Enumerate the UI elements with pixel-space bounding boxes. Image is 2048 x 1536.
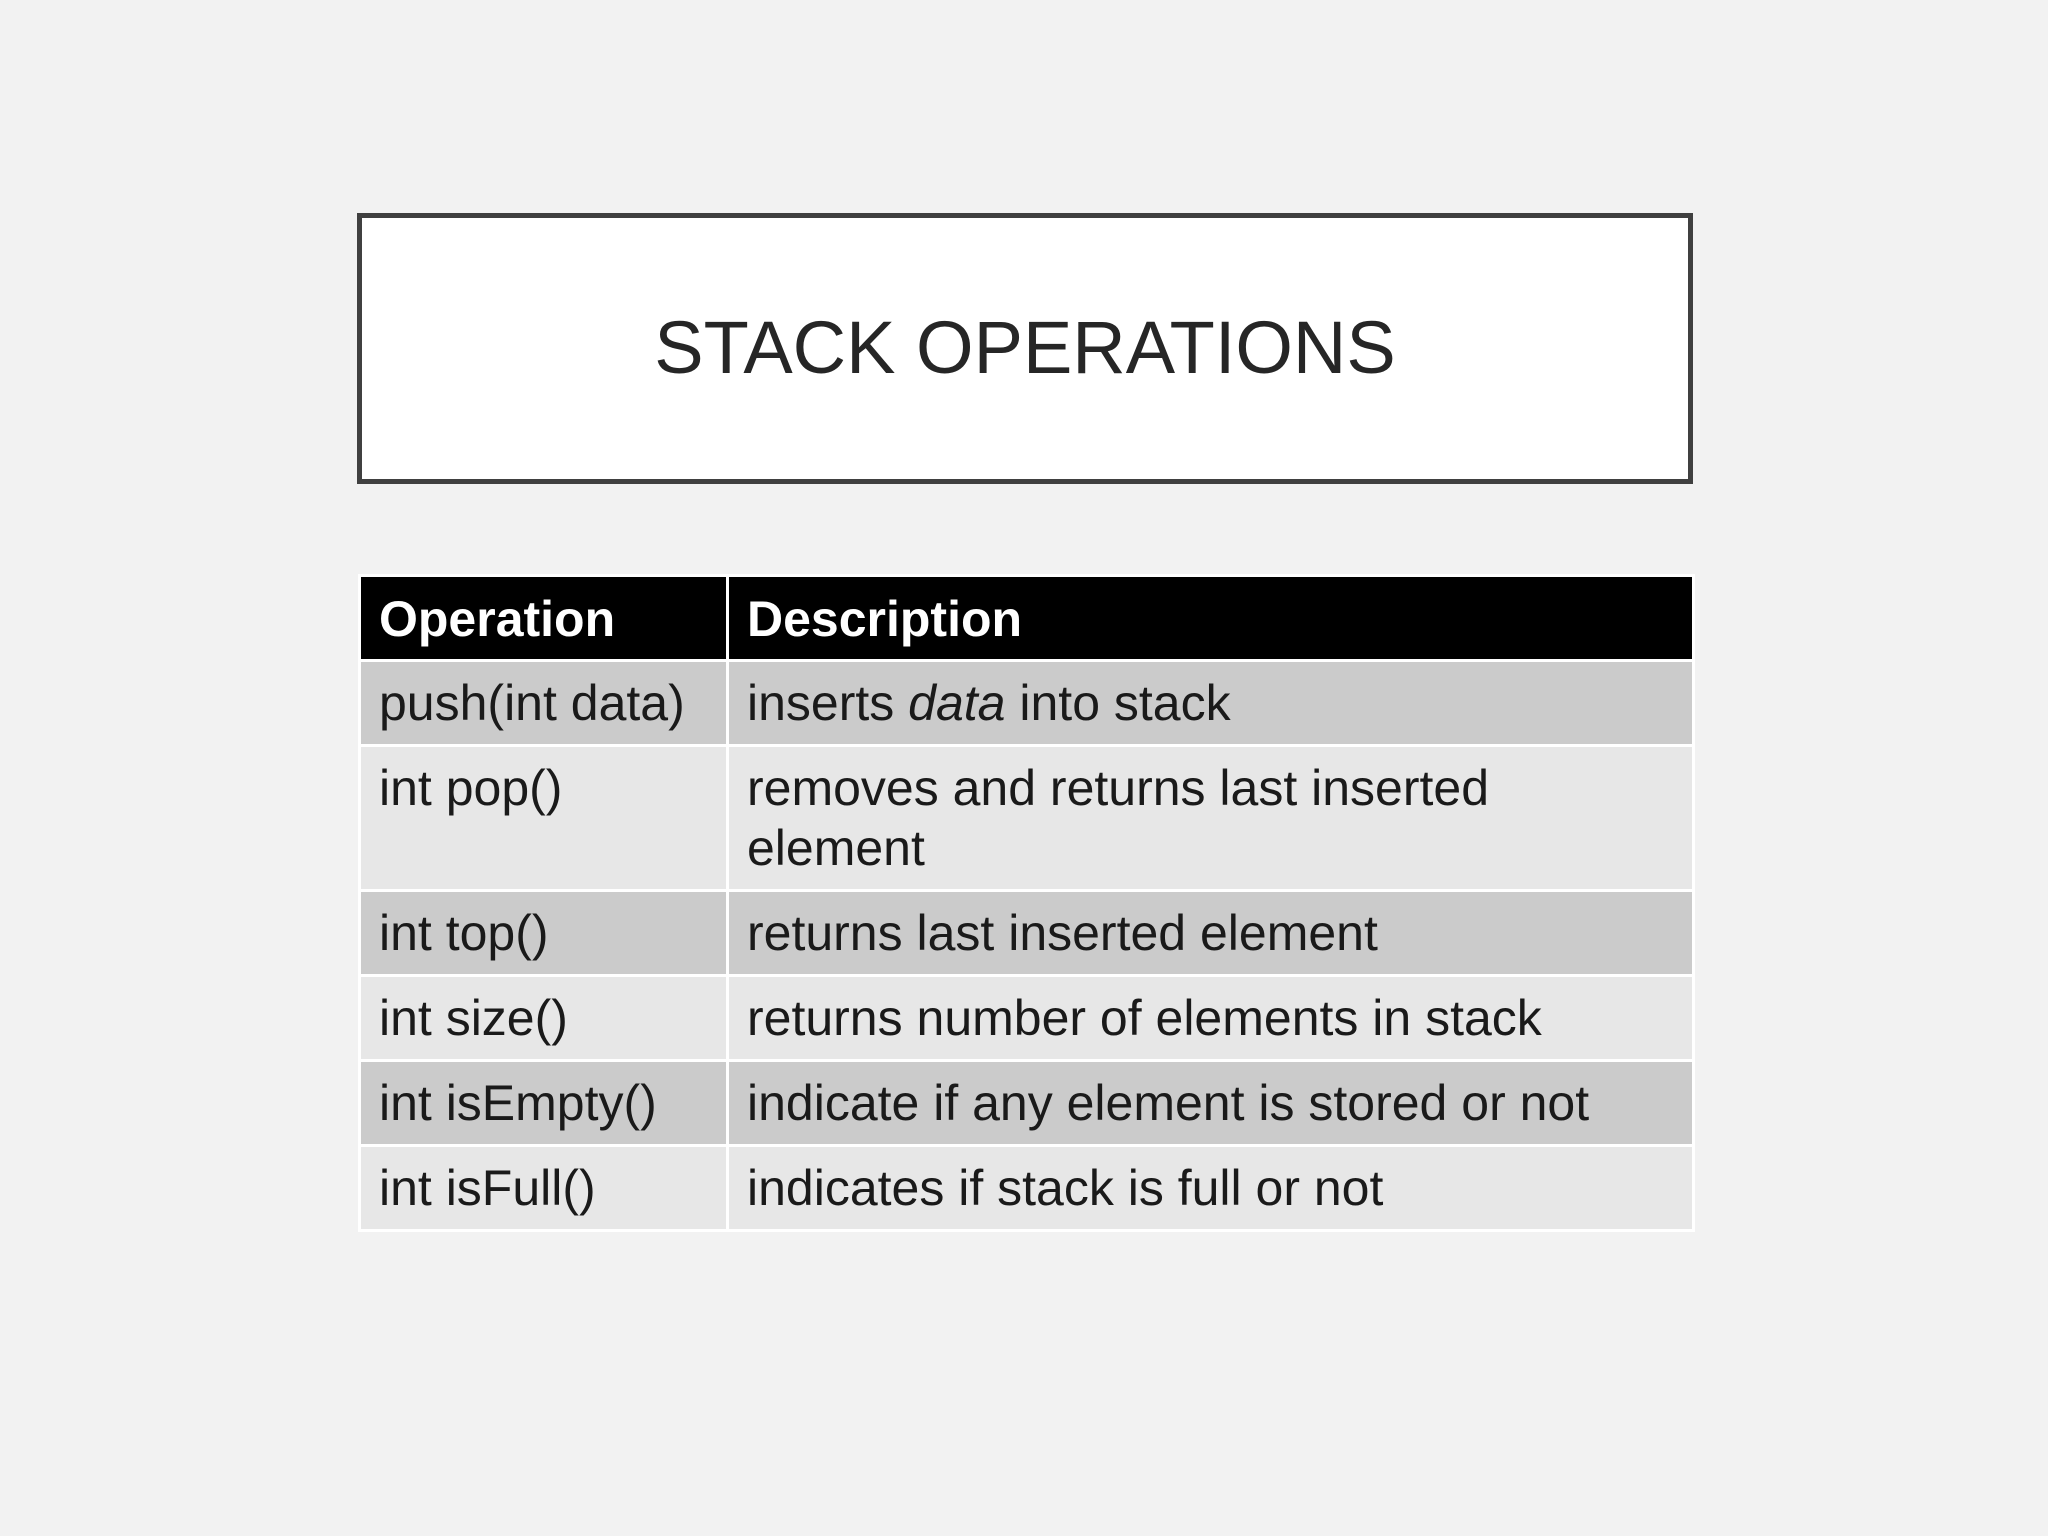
description-cell: indicate if any element is stored or not	[728, 1061, 1694, 1146]
table-header-row	[360, 576, 1694, 661]
operation-cell: int isFull()	[360, 1146, 728, 1231]
operation-cell: int isEmpty()	[360, 1061, 728, 1146]
description-text: inserts	[747, 675, 909, 731]
description-cell: returns last inserted element	[728, 891, 1694, 976]
description-cell: returns number of elements in stack	[728, 976, 1694, 1061]
stack-operations-table	[358, 574, 1695, 1232]
operation-cell: push(int data)	[360, 661, 728, 746]
description-text: into stack	[1005, 675, 1231, 731]
slide-title: STACK OPERATIONS	[654, 306, 1396, 389]
description-text: removes and returns last inserted element	[747, 760, 1490, 876]
description-cell	[728, 746, 1694, 891]
table-row	[360, 1146, 1694, 1231]
operation-cell: int top()	[360, 891, 728, 976]
table-row	[360, 976, 1694, 1061]
header-description: Description	[728, 576, 1694, 661]
description-emphasis: data	[908, 675, 1006, 731]
header-operation: Operation	[360, 576, 728, 661]
operation-cell: int pop()	[360, 746, 728, 891]
description-cell	[728, 661, 1694, 746]
title-box	[357, 213, 1693, 484]
table-row	[360, 661, 1694, 746]
description-cell: indicates if stack is full or not	[728, 1146, 1694, 1231]
table-row	[360, 891, 1694, 976]
table-row	[360, 1061, 1694, 1146]
operation-cell: int size()	[360, 976, 728, 1061]
table-row	[360, 746, 1694, 891]
